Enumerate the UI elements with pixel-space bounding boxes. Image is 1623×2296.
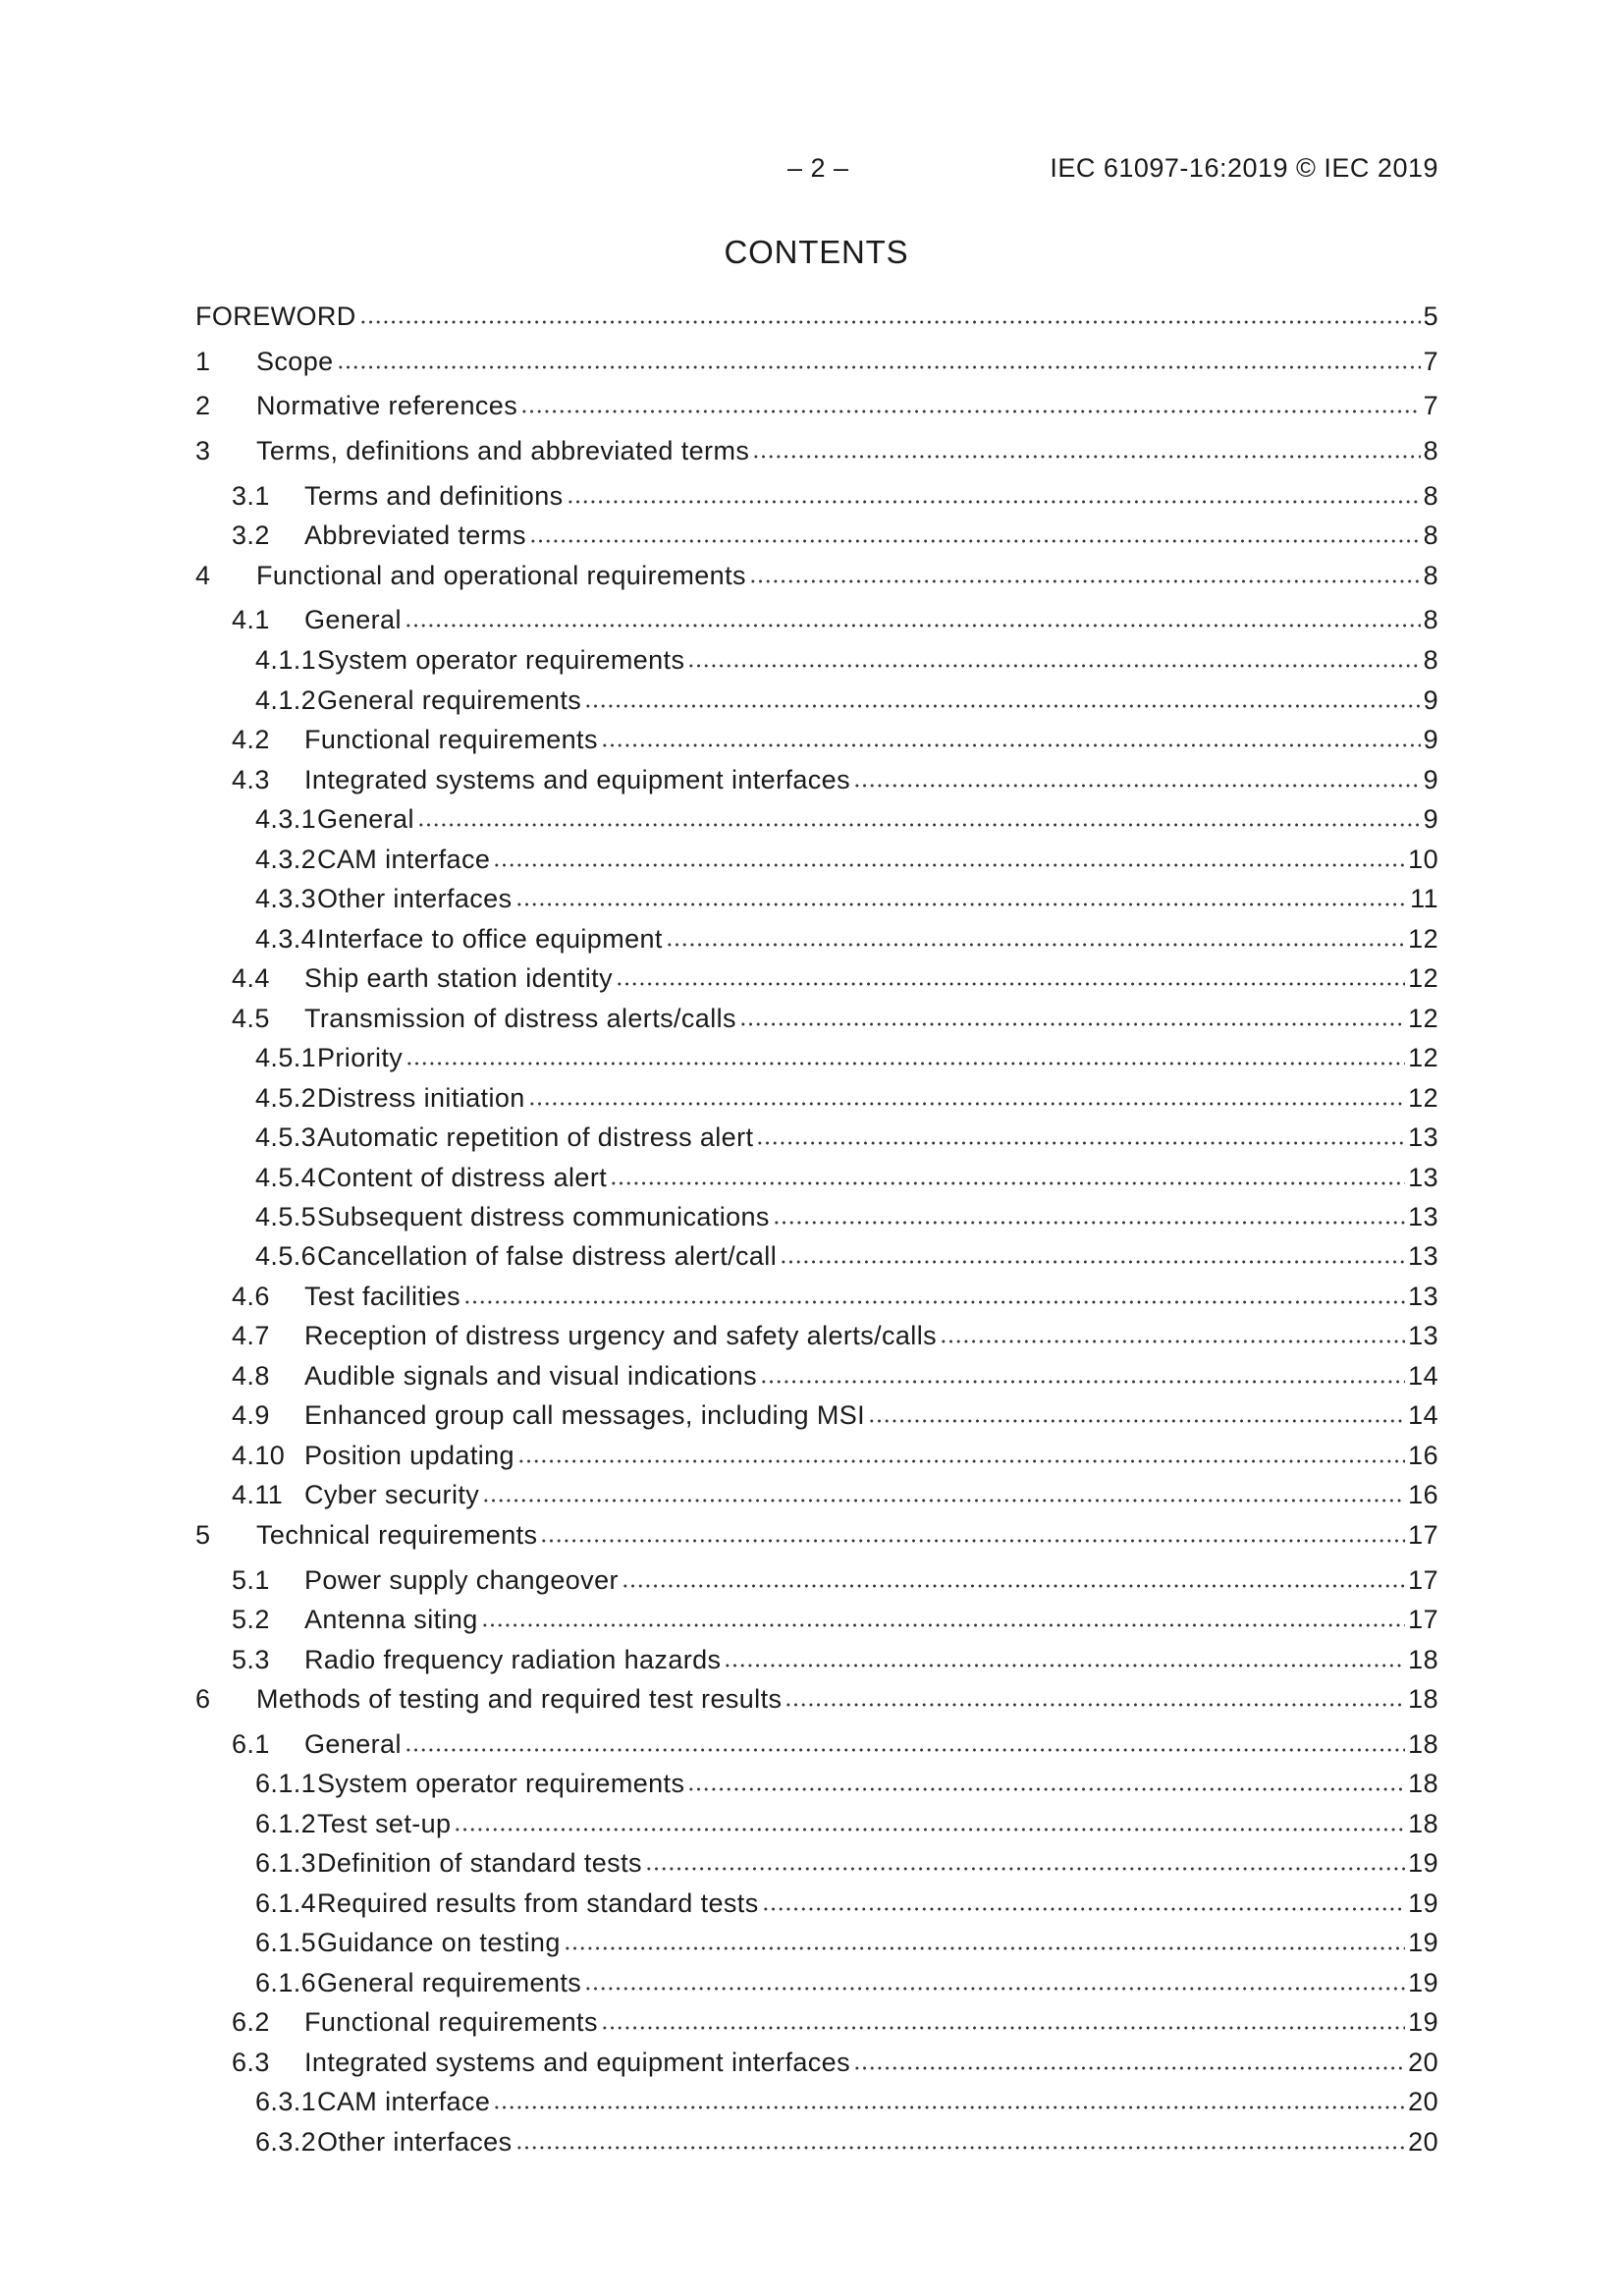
toc-entry-title: General requirements — [317, 1968, 582, 1997]
toc-entry-page: 18 — [1408, 1729, 1438, 1759]
toc-entry-title: Technical requirements — [256, 1520, 538, 1550]
toc-entry[interactable] — [195, 1000, 1438, 1035]
toc-entry-title: Subsequent distress communications — [317, 1202, 770, 1231]
toc-entry-title: Position updating — [304, 1441, 514, 1470]
dot-leader — [610, 1159, 1405, 1186]
toc-entry[interactable] — [195, 920, 1438, 956]
toc-entry-number: 4.9 — [232, 1400, 270, 1430]
toc-entry-title: Scope — [256, 347, 334, 376]
dot-leader — [564, 1924, 1405, 1951]
dot-leader — [853, 2044, 1405, 2071]
dot-leader — [493, 2083, 1405, 2110]
toc-entry[interactable] — [195, 1119, 1438, 1154]
dot-leader — [601, 2003, 1405, 2031]
toc-entry-page: 19 — [1408, 1928, 1438, 1957]
toc-entry-title: General requirements — [317, 685, 582, 715]
toc-entry-number: 4.10 — [232, 1441, 286, 1470]
toc-entry-page: 18 — [1408, 1809, 1438, 1838]
toc-entry[interactable] — [195, 477, 1438, 513]
dot-leader — [417, 800, 1421, 828]
toc-entry-page: 20 — [1408, 2048, 1438, 2077]
toc-entry-number: 6.1 — [232, 1729, 270, 1759]
toc-entry-title: System operator requirements — [317, 1769, 685, 1798]
toc-entry[interactable] — [195, 1198, 1438, 1233]
toc-entry[interactable] — [195, 1924, 1438, 1959]
dot-leader — [645, 1844, 1405, 1872]
dot-leader — [622, 1561, 1405, 1589]
toc-entry-page: 18 — [1408, 1645, 1438, 1674]
toc-entry-title: Priority — [317, 1043, 404, 1072]
toc-entry[interactable] — [195, 1765, 1438, 1800]
toc-entry-number: 4.2 — [232, 725, 270, 754]
toc-entry-page: 13 — [1408, 1241, 1438, 1271]
toc-entry-page: 7 — [1423, 347, 1438, 376]
toc-entry[interactable] — [195, 1964, 1438, 1999]
toc-entry-page: 8 — [1423, 605, 1438, 634]
toc-entry-page: 9 — [1423, 804, 1438, 834]
dot-leader — [359, 298, 1421, 325]
dot-leader — [405, 601, 1421, 629]
toc-entry-title: Test facilities — [304, 1282, 461, 1311]
toc-entry-number: 4.1.1 — [255, 645, 317, 675]
toc-entry[interactable] — [195, 1396, 1438, 1432]
dot-leader — [616, 959, 1405, 987]
toc-entry-title: Automatic repetition of distress alert — [317, 1122, 754, 1152]
toc-entry[interactable] — [195, 959, 1438, 995]
toc-entry-number: 5 — [195, 1520, 211, 1550]
toc-entry-number: 6.1.1 — [255, 1769, 317, 1798]
standard-reference: IEC 61097-16:2019 © IEC 2019 — [1050, 153, 1438, 183]
dot-leader — [752, 432, 1420, 460]
toc-entry[interactable] — [195, 1159, 1438, 1194]
toc-entry-title: Content of distress alert — [317, 1163, 608, 1192]
toc-entry[interactable] — [195, 2083, 1438, 2118]
toc-entry-number: 4 — [195, 561, 211, 590]
toc-entry[interactable] — [195, 1725, 1438, 1761]
toc-entry-number: 5.2 — [232, 1605, 270, 1634]
toc-entry-title: Enhanced group call messages, including MSI — [304, 1400, 866, 1430]
toc-entry-title: Integrated systems and equipment interfaces — [304, 2048, 850, 2077]
toc-entry-title: CAM interface — [317, 2087, 491, 2116]
dot-leader — [406, 1039, 1405, 1066]
toc-entry-page: 13 — [1408, 1321, 1438, 1350]
toc-entry[interactable] — [195, 1357, 1438, 1393]
toc-entry-number: 4.5.4 — [255, 1163, 317, 1192]
toc-entry-number: 6.1.2 — [255, 1809, 317, 1838]
toc-entry-page: 16 — [1408, 1480, 1438, 1509]
toc-entry-title: Functional requirements — [304, 725, 598, 754]
toc-entry[interactable] — [195, 641, 1438, 677]
toc-entry[interactable] — [195, 721, 1438, 756]
toc-entry-title: Other interfaces — [317, 2127, 513, 2157]
toc-entry-page: 9 — [1423, 765, 1438, 794]
toc-entry-title: General — [304, 1729, 402, 1759]
toc-entry-number: 4.6 — [232, 1282, 270, 1311]
dot-leader — [780, 1237, 1405, 1265]
toc-entry[interactable] — [195, 2044, 1438, 2079]
toc-entry[interactable] — [195, 841, 1438, 876]
dot-leader — [760, 1357, 1405, 1385]
dot-leader — [940, 1317, 1405, 1344]
toc-entry-title: Test set-up — [317, 1809, 452, 1838]
toc-entry-title: Guidance on testing — [317, 1928, 561, 1957]
toc-entry-number: 6.1.4 — [255, 1888, 317, 1918]
toc-entry-title: Audible signals and visual indications — [304, 1361, 757, 1391]
dot-leader — [529, 517, 1421, 544]
toc-entry-page: 5 — [1423, 301, 1438, 331]
toc-entry-number: 5.1 — [232, 1565, 270, 1595]
toc-entry-page: 13 — [1408, 1202, 1438, 1231]
toc-entry[interactable] — [195, 2003, 1438, 2039]
toc-entry[interactable] — [195, 1516, 1438, 1552]
toc-entry[interactable] — [195, 517, 1438, 552]
toc-entry-page: 16 — [1408, 1441, 1438, 1470]
toc-entry-title: Integrated systems and equipment interfaces — [304, 765, 850, 794]
toc-entry-title: General — [317, 804, 414, 834]
toc-entry-page: 12 — [1408, 1083, 1438, 1113]
toc-entry-title: Methods of testing and required test results — [256, 1684, 783, 1714]
toc-entry-number: 6.1.5 — [255, 1928, 317, 1957]
toc-entry-page: 12 — [1408, 1043, 1438, 1072]
toc-entry-number: 4.3.3 — [255, 884, 317, 913]
toc-entry[interactable] — [195, 1079, 1438, 1115]
dot-leader — [601, 721, 1421, 748]
toc-entry-page: 19 — [1408, 1888, 1438, 1918]
dot-leader — [687, 641, 1420, 669]
toc-entry-number: 6.3.1 — [255, 2087, 317, 2116]
toc-entry-number: 4.5.5 — [255, 1202, 317, 1231]
toc-entry-page: 8 — [1423, 520, 1438, 550]
toc-entry-page: 20 — [1408, 2087, 1438, 2116]
dot-leader — [584, 682, 1420, 709]
toc-entry-page: 18 — [1408, 1684, 1438, 1714]
toc-entry-title: Transmission of distress alerts/calls — [304, 1004, 736, 1033]
toc-entry-title: Abbreviated terms — [304, 520, 526, 550]
toc-entry-number: 4.3.1 — [255, 804, 317, 834]
toc-entry-number: 4.11 — [232, 1480, 284, 1509]
toc-entry-title: Antenna siting — [304, 1605, 478, 1634]
toc-entry[interactable] — [195, 880, 1438, 915]
dot-leader — [868, 1396, 1405, 1424]
toc-entry-number: 6.2 — [232, 2007, 270, 2037]
toc-entry-title: Functional requirements — [304, 2007, 598, 2037]
dot-leader — [584, 1964, 1405, 1992]
toc-entry-number: 4.5.6 — [255, 1241, 317, 1271]
toc-entry-page: 17 — [1408, 1520, 1438, 1550]
toc-entry[interactable] — [195, 800, 1438, 836]
toc-entry-title: Normative references — [256, 391, 518, 420]
toc-entry[interactable] — [195, 1278, 1438, 1313]
toc-entry-number: 6 — [195, 1684, 211, 1714]
toc-entry-page: 9 — [1423, 725, 1438, 754]
toc-entry-number: 6.1.6 — [255, 1968, 317, 1997]
toc-entry-number: 4.8 — [232, 1361, 270, 1391]
page-number: – 2 – — [787, 153, 849, 183]
toc-entry-page: 13 — [1408, 1163, 1438, 1192]
toc-entry[interactable] — [195, 557, 1438, 592]
dot-leader — [520, 387, 1420, 414]
toc-entry-page: 17 — [1408, 1605, 1438, 1634]
toc-entry-number: 4.5 — [232, 1004, 270, 1033]
toc-entry-title: Terms, definitions and abbreviated terms — [256, 436, 750, 465]
toc-entry[interactable] — [195, 1885, 1438, 1920]
toc-entry-title: Functional and operational requirements — [256, 561, 746, 590]
toc-entry[interactable] — [195, 1680, 1438, 1716]
toc-entry-title: General — [304, 605, 402, 634]
toc-entry-title: Radio frequency radiation hazards — [304, 1645, 722, 1674]
toc-entry-page: 13 — [1408, 1282, 1438, 1311]
dot-leader — [337, 343, 1421, 370]
dot-leader — [724, 1641, 1405, 1668]
toc-entry[interactable] — [195, 761, 1438, 796]
dot-leader — [463, 1278, 1405, 1305]
toc-entry-number: 4.4 — [232, 963, 270, 993]
toc-entry[interactable] — [195, 298, 1438, 333]
dot-leader — [773, 1198, 1405, 1226]
toc-entry-page: 19 — [1408, 2007, 1438, 2037]
dot-leader — [405, 1725, 1405, 1753]
dot-leader — [687, 1765, 1405, 1792]
toc-entry-title: CAM interface — [317, 845, 491, 874]
toc-entry-number: 4.5.2 — [255, 1083, 317, 1113]
toc-entry-number: 1 — [195, 347, 211, 376]
dot-leader — [454, 1805, 1405, 1832]
toc-entry-number: 3.1 — [232, 481, 270, 511]
toc-entry[interactable] — [195, 1039, 1438, 1074]
toc-entry-number: 4.3.4 — [255, 924, 317, 954]
toc-entry-page: 10 — [1408, 845, 1438, 874]
toc-entry[interactable] — [195, 1805, 1438, 1840]
toc-entry-number: 2 — [195, 391, 211, 420]
dot-leader — [762, 1885, 1406, 1912]
toc-entry-page: 14 — [1408, 1361, 1438, 1391]
toc-entry-number: 3.2 — [232, 520, 270, 550]
toc-entry-number: 3 — [195, 436, 211, 465]
dot-leader — [493, 841, 1405, 868]
toc-entry-title: Cyber security — [304, 1480, 480, 1509]
dot-leader — [567, 477, 1421, 505]
toc-entry-number: 4.1 — [232, 605, 270, 634]
toc-entry-title: System operator requirements — [317, 645, 685, 675]
toc-entry[interactable] — [195, 1844, 1438, 1880]
page-title: CONTENTS — [724, 234, 909, 270]
toc-entry-title: Required results from standard tests — [317, 1888, 759, 1918]
toc-entry-number: 4.3.2 — [255, 845, 317, 874]
dot-leader — [517, 1437, 1405, 1464]
toc-entry[interactable] — [195, 1237, 1438, 1273]
toc-entry[interactable] — [195, 1561, 1438, 1597]
toc-entry[interactable] — [195, 2123, 1438, 2159]
toc-entry-page: 12 — [1408, 963, 1438, 993]
toc-entry-title: Cancellation of false distress alert/call — [317, 1241, 778, 1271]
dot-leader — [756, 1119, 1405, 1146]
toc-entry-number: 4.5.3 — [255, 1122, 317, 1152]
dot-leader — [739, 1000, 1405, 1027]
toc-entry[interactable] — [195, 1476, 1438, 1511]
toc-entry-number: 6.3 — [232, 2048, 270, 2077]
toc-entry-number: 5.3 — [232, 1645, 270, 1674]
dot-leader — [482, 1476, 1405, 1503]
toc-entry-page: 8 — [1423, 561, 1438, 590]
dot-leader — [515, 2123, 1406, 2151]
toc-entry-page: 8 — [1423, 645, 1438, 675]
toc-entry-title: Reception of distress urgency and safety alerts/calls — [304, 1321, 938, 1350]
toc-entry-page: 7 — [1423, 391, 1438, 420]
toc-entry-page: 14 — [1408, 1400, 1438, 1430]
dot-leader — [749, 557, 1421, 584]
toc-entry-title: FOREWORD — [195, 301, 356, 331]
toc-entry-title: Terms and definitions — [304, 481, 564, 511]
toc-entry-title: Power supply changeover — [304, 1565, 619, 1595]
toc-entry-title: Definition of standard tests — [317, 1848, 642, 1878]
toc-entry-page: 8 — [1423, 481, 1438, 511]
toc-entry[interactable] — [195, 1601, 1438, 1636]
toc-entry-number: 4.7 — [232, 1321, 270, 1350]
toc-entry-page: 17 — [1408, 1565, 1438, 1595]
toc-entry[interactable] — [195, 682, 1438, 717]
toc-entry[interactable] — [195, 1641, 1438, 1676]
toc-entry-number: 6.3.2 — [255, 2127, 317, 2157]
toc-entry-page: 8 — [1423, 436, 1438, 465]
toc-entry[interactable] — [195, 432, 1438, 467]
toc-entry-page: 18 — [1408, 1769, 1438, 1798]
toc-entry-page: 13 — [1408, 1122, 1438, 1152]
dot-leader — [784, 1680, 1405, 1708]
toc-entry-page: 9 — [1423, 685, 1438, 715]
toc-entry[interactable] — [195, 1317, 1438, 1352]
toc-entry[interactable] — [195, 343, 1438, 378]
dot-leader — [666, 920, 1405, 948]
dot-leader — [515, 880, 1408, 907]
dot-leader — [853, 761, 1421, 789]
toc-entry[interactable] — [195, 1437, 1438, 1472]
toc-entry-number: 4.3 — [232, 765, 270, 794]
toc-entry-title: Ship earth station identity — [304, 963, 613, 993]
toc-entry-page: 19 — [1408, 1968, 1438, 1997]
toc-entry-number: 4.5.1 — [255, 1043, 317, 1072]
toc-entry-page: 12 — [1408, 1004, 1438, 1033]
toc-entry-page: 11 — [1410, 884, 1438, 913]
dot-leader — [528, 1079, 1405, 1107]
toc-entry[interactable] — [195, 387, 1438, 422]
toc-entry-number: 4.1.2 — [255, 685, 317, 715]
toc-entry-page: 19 — [1408, 1848, 1438, 1878]
toc-entry-title: Interface to office equipment — [317, 924, 663, 954]
toc-entry-number: 6.1.3 — [255, 1848, 317, 1878]
toc-entry-page: 20 — [1408, 2127, 1438, 2157]
toc-entry-page: 12 — [1408, 924, 1438, 954]
toc-entry-title: Distress initiation — [317, 1083, 525, 1113]
toc-entry-title: Other interfaces — [317, 884, 513, 913]
toc-entry[interactable] — [195, 601, 1438, 636]
dot-leader — [481, 1601, 1405, 1628]
dot-leader — [540, 1516, 1405, 1544]
